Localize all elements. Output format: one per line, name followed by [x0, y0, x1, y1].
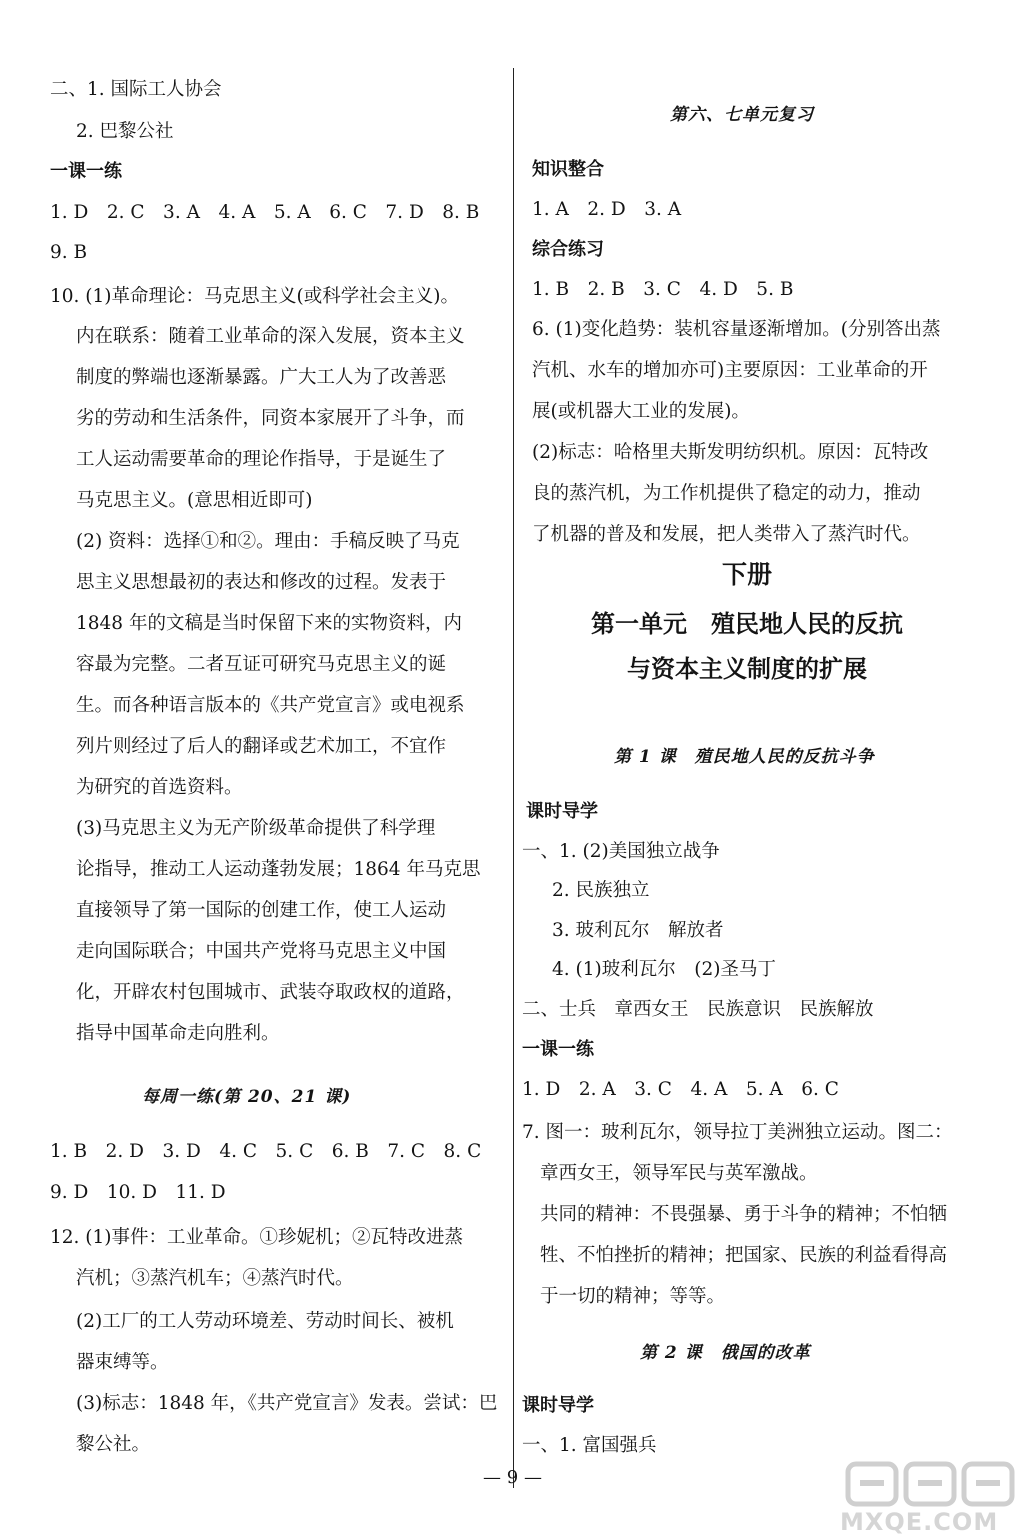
answer-line: 1848 年的文稿是当时保留下来的实物资料，内: [76, 613, 462, 634]
watermark-url: MXQE.COM: [840, 1508, 999, 1536]
answer-line: 器束缚等。: [76, 1352, 169, 1373]
answer-line: 10. (1)革命理论：马克思主义(或科学社会主义)。: [50, 286, 459, 307]
answer-line: 4. (1)玻利瓦尔 (2)圣马丁: [552, 959, 776, 980]
answer-line: 化，开辟农村包围城市、武装夺取政权的道路，: [76, 982, 465, 1003]
answer-line: 二、1. 国际工人协会: [50, 79, 222, 100]
answer-line: 指导中国革命走向胜利。: [76, 1023, 280, 1044]
answer-line: 12. (1)事件：工业革命。①珍妮机；②瓦特改进蒸: [50, 1227, 464, 1248]
answer-line: 章西女王，领导军民与英军激战。: [540, 1163, 818, 1184]
column-divider: [513, 68, 514, 1488]
answer-line: 2. 巴黎公社: [76, 121, 174, 142]
section-heading: 课时导学: [526, 801, 598, 822]
page-number: — 9 —: [483, 1467, 542, 1488]
answer-line: 马克思主义。(意思相近即可): [76, 490, 313, 511]
answer-line: 9. B: [50, 242, 88, 263]
answer-line: 内在联系：随着工业革命的深入发展，资本主义: [76, 326, 465, 347]
answer-line: 于一切的精神；等等。: [540, 1286, 726, 1307]
section-heading: 综合练习: [532, 239, 604, 260]
answer-line: 为研究的首选资料。: [76, 777, 243, 798]
answer-line: 共同的精神：不畏强暴、勇于斗争的精神；不怕牺: [540, 1204, 948, 1225]
answer-line: 一、1. 富国强兵: [522, 1435, 657, 1456]
answer-line: 1. B 2. D 3. D 4. C 5. C 6. B 7. C 8. C: [50, 1141, 482, 1162]
answer-line: 9. D 10. D 11. D: [50, 1182, 226, 1203]
answer-line: 展(或机器大工业的发展)。: [532, 401, 750, 422]
answer-line: (2) 资料：选择①和②。理由：手稿反映了马克: [76, 531, 460, 552]
section-heading: 一课一练: [50, 161, 122, 182]
watermark: [840, 1458, 1020, 1536]
answer-line: 劣的劳动和生活条件，同资本家展开了斗争，而: [76, 408, 465, 429]
answer-line: 列片则经过了后人的翻译或艺术加工，不宜作: [76, 736, 447, 757]
volume-title: 下册: [721, 560, 772, 589]
answer-line: 牲、不怕挫折的精神；把国家、民族的利益看得高: [540, 1245, 948, 1266]
answer-line: 思主义思想最初的表达和修改的过程。发表于: [76, 572, 447, 593]
answer-line: 一、1. (2)美国独立战争: [522, 841, 720, 862]
answer-line: 直接领导了第一国际的创建工作，使工人运动: [76, 900, 447, 921]
answer-line: 二、士兵 章西女王 民族意识 民族解放: [522, 999, 874, 1020]
unit-title: 第一单元 殖民地人民的反抗: [591, 610, 903, 638]
answer-line: 1. A 2. D 3. A: [532, 199, 682, 220]
section-heading: 知识整合: [532, 159, 604, 180]
answer-line: 1. D 2. A 3. C 4. A 5. A 6. C: [522, 1079, 839, 1100]
answer-line: 2. 民族独立: [552, 880, 650, 901]
lesson-title: 第 1 课 殖民地人民的反抗斗争: [614, 747, 875, 767]
answer-line: 6. (1)变化趋势：装机容量逐渐增加。(分别答出蒸: [532, 319, 941, 340]
answer-line: 汽机、水车的增加亦可)主要原因：工业革命的开: [532, 360, 928, 381]
answer-line: (3)马克思主义为无产阶级革命提供了科学理: [76, 818, 436, 839]
answer-line: 良的蒸汽机，为工作机提供了稳定的动力，推动: [532, 483, 921, 504]
answer-line: 黎公社。: [76, 1434, 151, 1455]
answer-line: 工人运动需要革命的理论作指导，于是诞生了: [76, 449, 447, 470]
section-title: 每周一练(第 20、21 课): [142, 1087, 352, 1107]
answer-line: (2)标志：哈格里夫斯发明纺织机。原因：瓦特改: [532, 442, 929, 463]
answer-line: 制度的弊端也逐渐暴露。广大工人为了改善恶: [76, 367, 447, 388]
answer-line: (2)工厂的工人劳动环境差、劳动时间长、被机: [76, 1311, 454, 1332]
answer-line: 1. D 2. C 3. A 4. A 5. A 6. C 7. D 8. B: [50, 202, 480, 223]
answer-line: 容最为完整。二者互证可研究马克思主义的诞: [76, 654, 447, 675]
watermark-logo-icon: [840, 1458, 1020, 1510]
answer-line: (3)标志：1848 年，《共产党宣言》发表。尝试：巴: [76, 1393, 498, 1414]
answer-line: 汽机；③蒸汽机车；④蒸汽时代。: [76, 1268, 354, 1289]
answer-line: 7. 图一：玻利瓦尔，领导拉丁美洲独立运动。图二：: [522, 1122, 953, 1143]
section-heading: 一课一练: [522, 1039, 594, 1060]
lesson-title: 第 2 课 俄国的改革: [640, 1343, 811, 1363]
answer-line: 了机器的普及和发展，把人类带入了蒸汽时代。: [532, 524, 921, 545]
answer-line: 3. 玻利瓦尔 解放者: [552, 920, 724, 941]
answer-line: 论指导，推动工人运动蓬勃发展；1864 年马克思: [76, 859, 481, 880]
answer-line: 走向国际联合；中国共产党将马克思主义中国: [76, 941, 447, 962]
section-heading: 课时导学: [522, 1395, 594, 1416]
unit-subtitle: 与资本主义制度的扩展: [627, 655, 867, 683]
answer-line: 1. B 2. B 3. C 4. D 5. B: [532, 279, 794, 300]
section-title: 第六、七单元复习: [670, 105, 814, 125]
answer-line: 生。而各种语言版本的《共产党宣言》或电视系: [76, 695, 465, 716]
